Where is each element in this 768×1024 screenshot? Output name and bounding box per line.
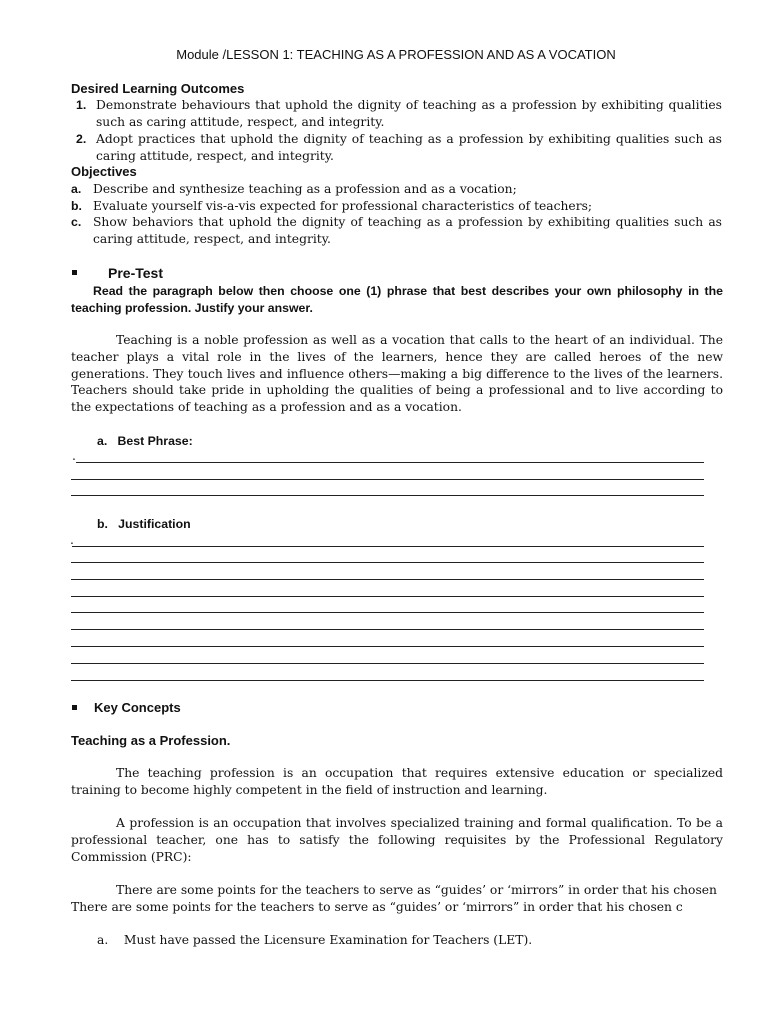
best-phrase-answer-line-1[interactable] xyxy=(76,462,704,463)
outcomes-heading: Desired Learning Outcomes xyxy=(71,81,245,96)
justification-line-8[interactable] xyxy=(71,663,704,664)
best-phrase-label: a. Best Phrase: xyxy=(97,434,193,448)
justification-label: b. Justification xyxy=(97,517,191,531)
justification-line-4[interactable] xyxy=(71,596,704,597)
justification-line-5[interactable] xyxy=(71,612,704,613)
objective-b-text: Evaluate yourself vis-a-vis expected for professional characteristics of teachers; xyxy=(93,199,593,213)
objective-b-letter: b. xyxy=(71,199,82,213)
best-phrase-answer-line-2[interactable] xyxy=(71,479,704,480)
objective-a-letter: a. xyxy=(71,182,82,196)
justification-line-6[interactable] xyxy=(71,629,704,630)
justification-line-9[interactable] xyxy=(71,680,704,681)
outcome-2-number: 2. xyxy=(76,132,87,146)
justification-line-2[interactable] xyxy=(71,562,704,563)
requisite-item-a: a. Must have passed the Licensure Examination for Teachers (LET). xyxy=(97,933,533,947)
objectives-heading: Objectives xyxy=(71,164,137,179)
bullet-square-icon xyxy=(72,270,77,275)
outcome-1-text: Demonstrate behaviours that uphold the dignity of teaching as a profession by exhibiting qualities such as caring attitude, respect, and integrity. xyxy=(96,98,722,129)
key-concepts-paragraph-3-line-1: There are some points for the teachers to serve as “guides’ or ‘mirrors” in order that his chosen xyxy=(116,883,717,897)
answer-dot: . xyxy=(72,449,76,463)
outcome-2-text: Adopt practices that uphold the dignity of teaching as a profession by exhibiting qualities such as caring attitude, respect, and integrity. xyxy=(96,132,722,163)
pretest-instruction: Read the paragraph below then choose one (1) phrase that best describes your own philosophy in the teaching profession. Justify your answer. xyxy=(71,284,723,315)
key-concepts-subheading: Teaching as a Profession. xyxy=(71,733,231,748)
key-concepts-paragraph-2: A profession is an occupation that involves specialized training and formal qualification. To be a professional teacher, one has to satisfy the following requisites by the Professional Regulatory Commission (PRC): xyxy=(71,816,723,864)
best-phrase-answer-line-3[interactable] xyxy=(71,495,704,496)
page-title: Module /LESSON 1: TEACHING AS A PROFESSION AND AS A VOCATION xyxy=(176,47,616,62)
objective-a-text: Describe and synthesize teaching as a profession and as a vocation; xyxy=(93,182,517,196)
key-concepts-paragraph-3-line-2: There are some points for the teachers to serve as “guides’ or ‘mirrors” in order that his chosen c xyxy=(71,900,683,914)
key-concepts-heading: Key Concepts xyxy=(94,700,181,715)
key-concepts-paragraph-1: The teaching profession is an occupation that requires extensive education or specialized training to become highly competent in the field of instruction and learning. xyxy=(71,766,723,797)
justification-dot: . xyxy=(70,533,74,547)
pretest-paragraph: Teaching is a noble profession as well as a vocation that calls to the heart of an individual. The teacher plays a vital role in the lives of the learners, hence they are called heroes of the new generations. They touch lives and influence others—making a big difference to the lives of the learners. Teachers should take pride in upholding the qualities of being a professional and to live according to the expectations of teaching as a profession and as a vocation. xyxy=(71,333,723,415)
justification-line-3[interactable] xyxy=(71,579,704,580)
justification-line-1[interactable] xyxy=(72,546,704,547)
outcome-1-number: 1. xyxy=(76,98,87,112)
pretest-heading: Pre-Test xyxy=(108,265,163,281)
objective-c-text: Show behaviors that uphold the dignity of teaching as a profession by exhibiting qualities such as caring attitude, respect, and integrity. xyxy=(93,215,722,246)
bullet-square-icon xyxy=(72,705,77,710)
objective-c-letter: c. xyxy=(71,215,82,229)
justification-line-7[interactable] xyxy=(71,646,704,647)
